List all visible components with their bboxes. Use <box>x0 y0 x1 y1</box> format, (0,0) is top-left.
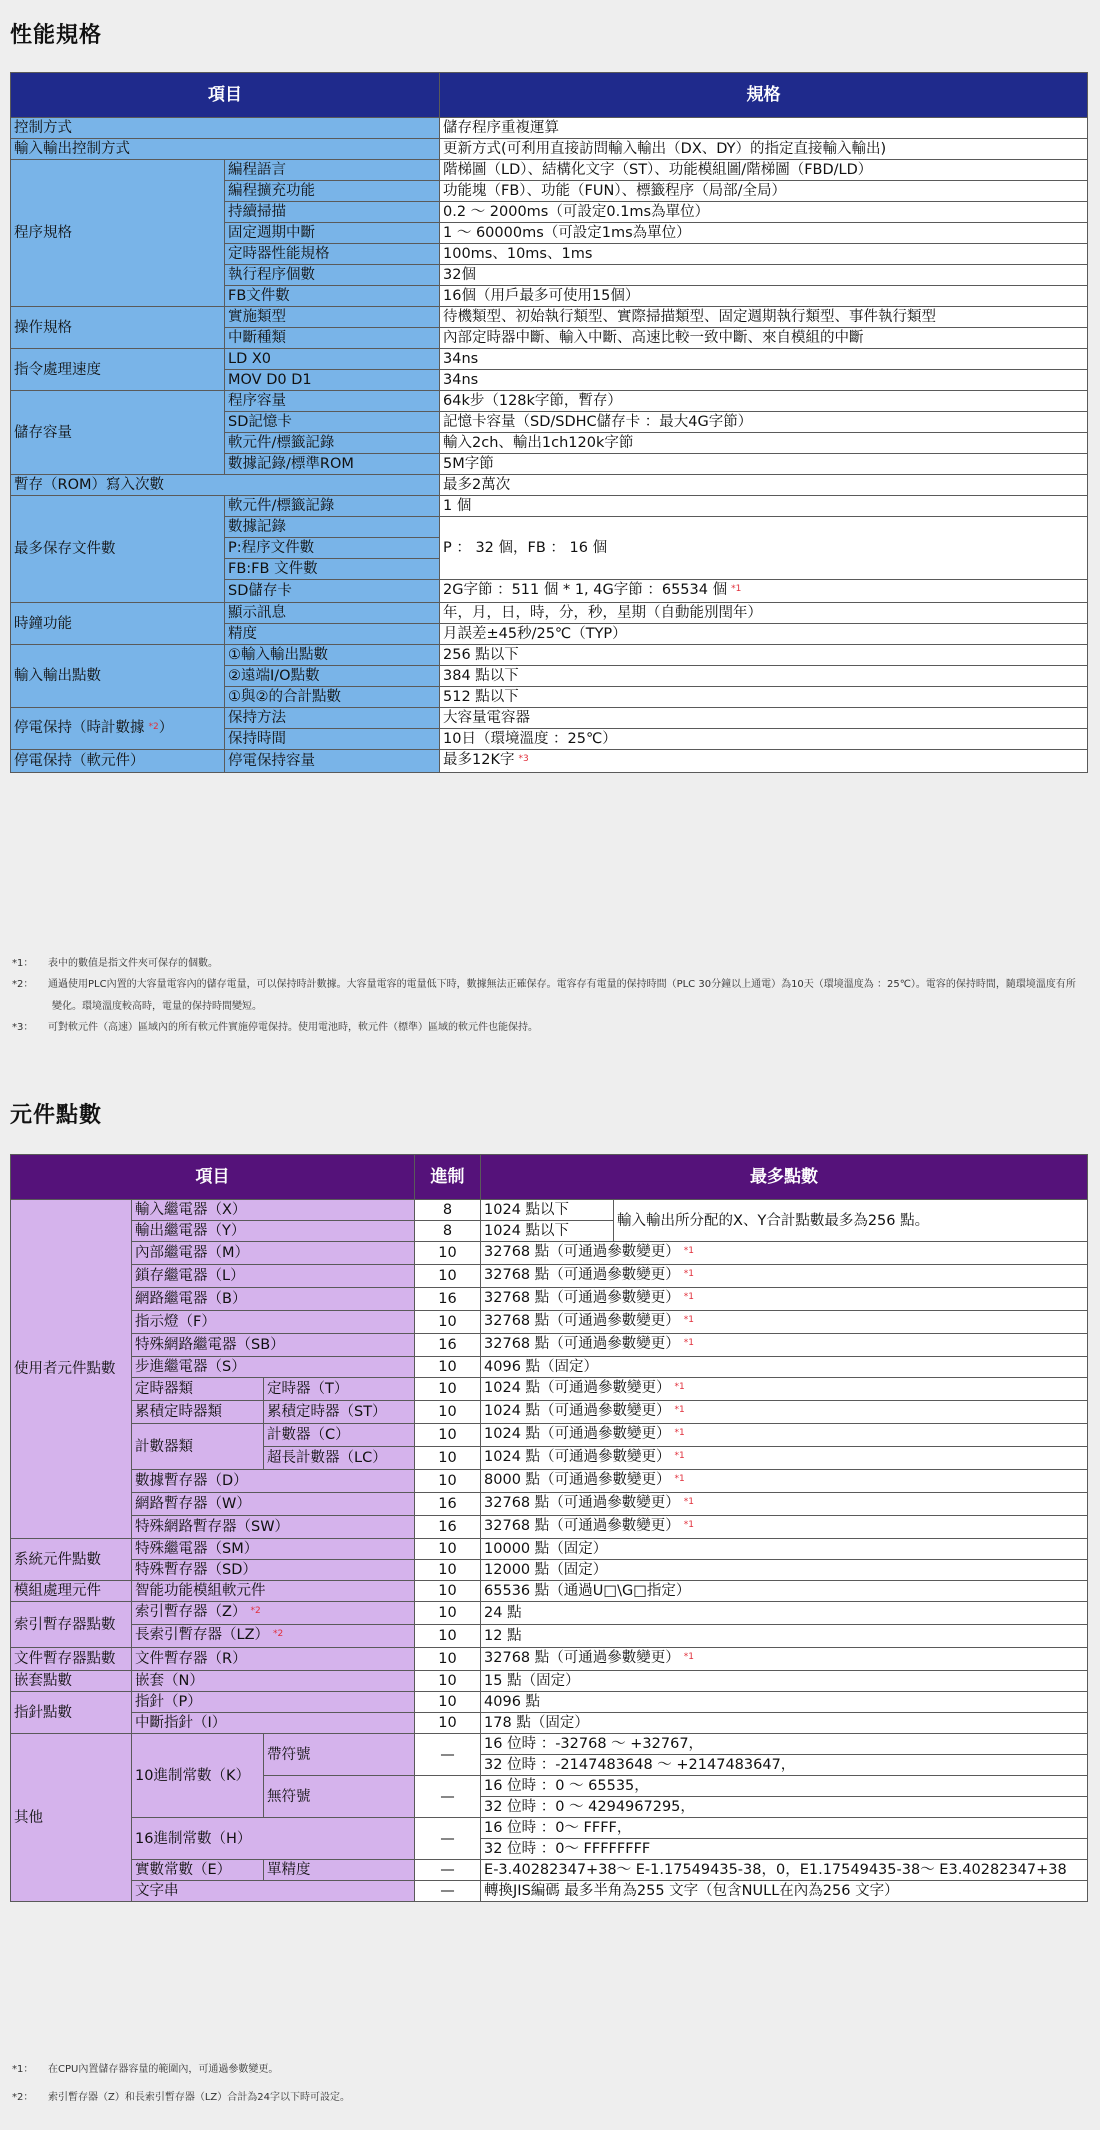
sub-label: 軟元件/標籤記錄 <box>225 433 440 454</box>
row-value: 最多2萬次 <box>440 475 1088 496</box>
table-row <box>11 645 1088 666</box>
base-value: 10 <box>415 1265 481 1288</box>
row-value: 34ns <box>440 370 1088 391</box>
table-row <box>11 1401 1088 1424</box>
max-value: 1024 點（可通過參數變更） $^{*1}$ <box>481 1401 1088 1424</box>
max-value: 1024 點（可通過參數變更） $^{*1}$ <box>481 1378 1088 1401</box>
row-value: 大容量電容器 <box>440 708 1088 729</box>
group-label: 停電保持（軟元件） <box>11 750 225 773</box>
sub-sub-label: 計數器（C） <box>264 1424 415 1447</box>
footnote-mark: *3 <box>518 754 529 764</box>
row-value: 記憶卡容量（SD/SDHC儲存卡 ：最大4G字節） <box>440 412 1088 433</box>
base-value: 10 <box>415 1311 481 1334</box>
sub-label: FB文件數 <box>225 286 440 307</box>
table-row <box>11 1648 1088 1671</box>
header-max: 最多點數 <box>481 1155 1088 1200</box>
row-value: 輸入2ch、輸出1ch120k字節 <box>440 433 1088 454</box>
row-value: 256 點以下 <box>440 645 1088 666</box>
group-label: 操作規格 <box>11 307 225 349</box>
table-row <box>11 1602 1088 1625</box>
group-label: 系統元件點數 <box>11 1539 132 1581</box>
table-row <box>11 1692 1088 1713</box>
group-label: 指針點數 <box>11 1692 132 1734</box>
table-row <box>11 1539 1088 1560</box>
table-row <box>11 1713 1088 1734</box>
row-value: 5M字節 <box>440 454 1088 475</box>
sub-label: P:程序文件數 <box>225 538 440 559</box>
table-row <box>11 1200 1088 1221</box>
footnote: *2： 索引暫存器（Z）和長索引暫存器（LZ）合計為24字以下時可設定。 <box>12 2092 350 2103</box>
sub-label: 鎖存繼電器（L） <box>132 1265 415 1288</box>
sub-label: 實施類型 <box>225 307 440 328</box>
base-value: 8 <box>415 1200 481 1221</box>
sub-label: 特殊網路暫存器（SW） <box>132 1516 415 1539</box>
header-base: 進制 <box>415 1155 481 1200</box>
sub-label: 輸入繼電器（X） <box>132 1200 415 1221</box>
row-value: 內部定時器中斷、輸入中斷、高速比較一致中斷、來自模組的中斷 <box>440 328 1088 349</box>
table-row <box>11 475 1088 496</box>
sub-label: FB:FB 文件數 <box>225 559 440 580</box>
table-row <box>11 1818 1088 1839</box>
footnote-mark: *1 <box>683 1315 695 1325</box>
table-row <box>11 1334 1088 1357</box>
table-header <box>11 73 1088 118</box>
sub-label: ①與②的合計點數 <box>225 687 440 708</box>
sub-sub-label: 定時器（T） <box>264 1378 415 1401</box>
base-value: 10 <box>415 1401 481 1424</box>
performance-table <box>10 72 1088 773</box>
footnote-mark: *1 <box>731 584 742 594</box>
group-label: 文件暫存器點數 <box>11 1648 132 1671</box>
sub-sub-label: 累積定時器（ST） <box>264 1401 415 1424</box>
group-label: 儲存容量 <box>11 391 225 475</box>
table-row <box>11 1378 1088 1401</box>
sub-label: 特殊暫存器（SD） <box>132 1560 415 1581</box>
max-value: 32768 點（可通過參數變更） $^{*1}$ <box>481 1493 1088 1516</box>
row-value: 100ms、10ms、1ms <box>440 244 1088 265</box>
sub-label: 中斷種類 <box>225 328 440 349</box>
footnote-mark: *1 <box>683 1269 695 1279</box>
footnote-mark: *1 <box>683 1520 695 1530</box>
max-value: 32768 點（可通過參數變更） $^{*1}$ <box>481 1242 1088 1265</box>
row-value: 2G字節 ：511 個 * 1, 4G字節 ：65534 個 $^{*1}$ <box>440 580 1088 603</box>
max-value: 1024 點以下 <box>481 1221 614 1242</box>
footnote-mark: *1 <box>683 1292 695 1302</box>
footnote-mark: *1 <box>674 1451 685 1461</box>
max-value: 32 位時 ：-2147483648 ～ +2147483647， <box>481 1755 1088 1776</box>
performance-notes <box>12 956 1082 1036</box>
base-value: — <box>415 1881 481 1902</box>
sub-label: 計數器類 <box>132 1424 264 1470</box>
sub-label: 編程語言 <box>225 160 440 181</box>
base-value: 10 <box>415 1539 481 1560</box>
table-row <box>11 1288 1088 1311</box>
max-value: 1024 點以下 <box>481 1200 614 1221</box>
footnote-mark: *1 <box>683 1338 695 1348</box>
footnote: *1： 在CPU內置儲存器容量的範圍內，可通過參數變更。 <box>12 2064 279 2075</box>
sub-label: 累積定時器類 <box>132 1401 264 1424</box>
sub-sub-label: 帶符號 <box>264 1734 415 1776</box>
sub-label: 網路繼電器（B） <box>132 1288 415 1311</box>
sub-label: 編程擴充功能 <box>225 181 440 202</box>
base-value: — <box>415 1734 481 1776</box>
footnote-mark: *1 <box>674 1474 685 1484</box>
sub-label: 實數常數（E） <box>132 1860 264 1881</box>
row-value: 1 ～ 60000ms（可設定1ms為單位） <box>440 223 1088 244</box>
sub-label: 精度 <box>225 624 440 645</box>
max-value: 16 位時 ：0 ～ 65535， <box>481 1776 1088 1797</box>
max-value: 32768 點（可通過參數變更） $^{*1}$ <box>481 1288 1088 1311</box>
max-value: 32 位時 ：0～ FFFFFFFF <box>481 1839 1088 1860</box>
group-label: 模組處理元件 <box>11 1581 132 1602</box>
sub-label: 固定週期中斷 <box>225 223 440 244</box>
sub-label: SD儲存卡 <box>225 580 440 603</box>
footnote-mark: *1 <box>683 1497 695 1507</box>
group-label: 程序規格 <box>11 160 225 307</box>
max-value: 32768 點（可通過參數變更） $^{*1}$ <box>481 1516 1088 1539</box>
max-value: 32768 點（可通過參數變更） $^{*1}$ <box>481 1648 1088 1671</box>
sub-label: SD記憶卡 <box>225 412 440 433</box>
row-value: 最多12K字 $^{*3}$ <box>440 750 1088 773</box>
sub-label: 執行程序個數 <box>225 265 440 286</box>
table-row <box>11 750 1088 773</box>
base-value: 10 <box>415 1424 481 1447</box>
footnote-mark: *1 <box>683 1652 695 1662</box>
table-row <box>11 1493 1088 1516</box>
sub-label: 文件暫存器（R） <box>132 1648 415 1671</box>
sub-label: 特殊網路繼電器（SB） <box>132 1334 415 1357</box>
table-row <box>11 1734 1088 1755</box>
sub-label: 停電保持容量 <box>225 750 440 773</box>
table-row <box>11 1516 1088 1539</box>
sub-label: 步進繼電器（S） <box>132 1357 415 1378</box>
sub-label: 軟元件/標籤記錄 <box>225 496 440 517</box>
group-label: 輸入輸出點數 <box>11 645 225 708</box>
max-value: 轉換JIS編碼 最多半角為255 文字（包含NULL在內為256 文字） <box>481 1881 1088 1902</box>
footnote-mark: *1 <box>674 1382 685 1392</box>
table-row <box>11 1881 1088 1902</box>
table-row <box>11 1671 1088 1692</box>
table-row <box>11 1470 1088 1493</box>
max-value: 178 點（固定） <box>481 1713 1088 1734</box>
max-value: 15 點（固定） <box>481 1671 1088 1692</box>
sub-label: 嵌套（N） <box>132 1671 415 1692</box>
table-row <box>11 1625 1088 1648</box>
group-label: 時鐘功能 <box>11 603 225 645</box>
sub-label: ②遠端I/O點數 <box>225 666 440 687</box>
sub-sub-label: 單精度 <box>264 1860 415 1881</box>
sub-label: 16進制常數（H） <box>132 1818 415 1860</box>
sub-label: LD X0 <box>225 349 440 370</box>
row-value: 32個 <box>440 265 1088 286</box>
max-value: 32768 點（可通過參數變更） $^{*1}$ <box>481 1311 1088 1334</box>
sub-label: 保持方法 <box>225 708 440 729</box>
row-value: 月誤差±45秒/25℃（TYP） <box>440 624 1088 645</box>
sub-label: 特殊繼電器（SM） <box>132 1539 415 1560</box>
base-value: — <box>415 1860 481 1881</box>
row-label: 暫存（ROM）寫入次數 <box>11 475 440 496</box>
row-value: 384 點以下 <box>440 666 1088 687</box>
sub-label: 智能功能模組軟元件 <box>132 1581 415 1602</box>
max-value: 24 點 <box>481 1602 1088 1625</box>
header-item: 項目 <box>11 73 440 118</box>
group-label: 停電保持（時計數據 $^{*2}$） <box>11 708 225 750</box>
sub-sub-label: 超長計數器（LC） <box>264 1447 415 1470</box>
devices-table <box>10 1154 1088 1902</box>
base-value: 10 <box>415 1602 481 1625</box>
table-row <box>11 1265 1088 1288</box>
base-value: 16 <box>415 1493 481 1516</box>
max-value: 4096 點（固定） <box>481 1357 1088 1378</box>
max-value: E-3.40282347+38～ E-1.17549435-38，0，E1.17549435-38～ E3.40282347+38 <box>481 1860 1088 1881</box>
base-value: 10 <box>415 1447 481 1470</box>
table-row <box>11 1311 1088 1334</box>
sub-label: 定時器類 <box>132 1378 264 1401</box>
sub-label: 顯示訊息 <box>225 603 440 624</box>
header-spec: 規格 <box>440 73 1088 118</box>
row-value: 0.2 ～ 2000ms（可設定0.1ms為單位） <box>440 202 1088 223</box>
table-row <box>11 160 1088 181</box>
group-label: 嵌套點數 <box>11 1671 132 1692</box>
table-row <box>11 1581 1088 1602</box>
sub-label: 保持時間 <box>225 729 440 750</box>
sub-label: 索引暫存器（Z） $^{*2}$ <box>132 1602 415 1625</box>
group-label: 使用者元件點數 <box>11 1200 132 1539</box>
devices-notes <box>12 2062 1082 2106</box>
max-value: 65536 點（通過U□\G□指定） <box>481 1581 1088 1602</box>
table-row <box>11 496 1088 517</box>
sub-label: 數據記錄/標準ROM <box>225 454 440 475</box>
max-value: 32768 點（可通過參數變更） $^{*1}$ <box>481 1334 1088 1357</box>
max-value: 4096 點 <box>481 1692 1088 1713</box>
row-value: 64k步（128k字節，暫存） <box>440 391 1088 412</box>
sub-label: 持續掃描 <box>225 202 440 223</box>
table-row <box>11 603 1088 624</box>
max-value: 32768 點（可通過參數變更） $^{*1}$ <box>481 1265 1088 1288</box>
sub-label: 長索引暫存器（LZ） $^{*2}$ <box>132 1625 415 1648</box>
row-value: 功能塊（FB）、功能（FUN）、標籤程序（局部/全局） <box>440 181 1088 202</box>
row-value: 34ns <box>440 349 1088 370</box>
max-value: 8000 點（可通過參數變更） $^{*1}$ <box>481 1470 1088 1493</box>
base-value: 16 <box>415 1334 481 1357</box>
footnote-mark: *1 <box>683 1246 695 1256</box>
sub-label: 中斷指針（I） <box>132 1713 415 1734</box>
base-value: 16 <box>415 1288 481 1311</box>
header-item: 項目 <box>11 1155 415 1200</box>
max-value: 12000 點（固定） <box>481 1560 1088 1581</box>
sub-label: 網路暫存器（W） <box>132 1493 415 1516</box>
max-value: 16 位時 ：0～ FFFF， <box>481 1818 1088 1839</box>
group-label: 索引暫存器點數 <box>11 1602 132 1648</box>
footnote-mark: *2 <box>250 1606 261 1616</box>
base-value: 10 <box>415 1713 481 1734</box>
row-value: 512 點以下 <box>440 687 1088 708</box>
sub-label: 文字串 <box>132 1881 415 1902</box>
table-row <box>11 391 1088 412</box>
row-value: P ： 32 個，FB ： 16 個 <box>440 517 1088 580</box>
base-value: 10 <box>415 1470 481 1493</box>
footnote-mark: *2 <box>148 721 159 732</box>
sub-label: 定時器性能規格 <box>225 244 440 265</box>
group-label: 指令處理速度 <box>11 349 225 391</box>
table-row <box>11 1242 1088 1265</box>
row-value: 儲存程序重複運算 <box>440 118 1088 139</box>
row-value: 1 個 <box>440 496 1088 517</box>
table-header <box>11 1155 1088 1200</box>
sub-label: 程序容量 <box>225 391 440 412</box>
max-value: 12 點 <box>481 1625 1088 1648</box>
sub-label: 內部繼電器（M） <box>132 1242 415 1265</box>
base-value: 10 <box>415 1378 481 1401</box>
footnote: *3： 可對軟元件（高速）區域內的所有軟元件實施停電保持。使用電池時，軟元件（標準）區域的軟元件也能保持。 <box>12 1022 538 1033</box>
base-value: 16 <box>415 1516 481 1539</box>
row-value: 待機類型、初始執行類型、實際掃描類型、固定週期執行類型、事件執行類型 <box>440 307 1088 328</box>
sub-sub-label: 無符號 <box>264 1776 415 1818</box>
base-value: — <box>415 1776 481 1818</box>
table-row <box>11 1860 1088 1881</box>
row-value: 10日（環境溫度 ：25℃） <box>440 729 1088 750</box>
group-label: 其他 <box>11 1734 132 1902</box>
base-value: 10 <box>415 1625 481 1648</box>
base-value: 10 <box>415 1692 481 1713</box>
footnote-mark: *1 <box>674 1405 685 1415</box>
row-value: 年，月，日，時，分，秒，星期（自動能別閏年） <box>440 603 1088 624</box>
performance-title: 性能規格 <box>10 23 103 48</box>
devices-title: 元件點數 <box>10 1103 103 1128</box>
base-value: 10 <box>415 1357 481 1378</box>
max-value: 1024 點（可通過參數變更） $^{*1}$ <box>481 1424 1088 1447</box>
table-row <box>11 1560 1088 1581</box>
base-value: 10 <box>415 1581 481 1602</box>
sub-label: 輸出繼電器（Y） <box>132 1221 415 1242</box>
group-label: 最多保存文件數 <box>11 496 225 603</box>
sub-label: 數據暫存器（D） <box>132 1470 415 1493</box>
max-value: 16 位時 ：-32768 ～ +32767， <box>481 1734 1088 1755</box>
base-value: — <box>415 1818 481 1860</box>
sub-label: 指示燈（F） <box>132 1311 415 1334</box>
table-row <box>11 708 1088 729</box>
max-value: 32 位時 ：0 ～ 4294967295， <box>481 1797 1088 1818</box>
sub-label: MOV D0 D1 <box>225 370 440 391</box>
footnote-mark: *1 <box>674 1428 685 1438</box>
max-value: 10000 點（固定） <box>481 1539 1088 1560</box>
sub-label: 指針（P） <box>132 1692 415 1713</box>
sub-label: 10進制常數（K） <box>132 1734 264 1818</box>
table-row <box>11 118 1088 139</box>
table-row <box>11 349 1088 370</box>
row-value: 更新方式(可利用直接訪問輸入輸出（DX、DY）的指定直接輸入輸出) <box>440 139 1088 160</box>
sub-label: 數據記錄 <box>225 517 440 538</box>
base-value: 8 <box>415 1221 481 1242</box>
footnote: *2： 通過使用PLC內置的大容量電容內的儲存電量，可以保持時計數據。大容量電容的電量低下時，數據無法正確保存。電容存有電量的保持時間（PLC 30分鐘以上通電）為10天（環境溫度為 ：25℃）。電容的保持時間，隨環境溫度有所 變化。環境溫度較高時，電量的保持時間變短。 <box>12 979 1076 1012</box>
row-label: 控制方式 <box>11 118 440 139</box>
row-label: 輸入輸出控制方式 <box>11 139 440 160</box>
xy-note: 輸入輸出所分配的X、Y合計點數最多為256 點。 <box>614 1200 1088 1242</box>
table-row <box>11 1424 1088 1447</box>
table-row <box>11 307 1088 328</box>
base-value: 10 <box>415 1671 481 1692</box>
row-value: 階梯圖（LD）、結構化文字（ST）、功能模組圖/階梯圖（FBD/LD） <box>440 160 1088 181</box>
base-value: 10 <box>415 1242 481 1265</box>
row-value: 16個（用戶最多可使用15個） <box>440 286 1088 307</box>
footnote: *1： 表中的數值是指文件夾可保存的個數。 <box>12 958 218 969</box>
sub-label: ①輸入輸出點數 <box>225 645 440 666</box>
base-value: 10 <box>415 1560 481 1581</box>
max-value: 1024 點（可通過參數變更） $^{*1}$ <box>481 1447 1088 1470</box>
table-row <box>11 1357 1088 1378</box>
base-value: 10 <box>415 1648 481 1671</box>
table-row <box>11 139 1088 160</box>
footnote-mark: *2 <box>273 1629 284 1639</box>
